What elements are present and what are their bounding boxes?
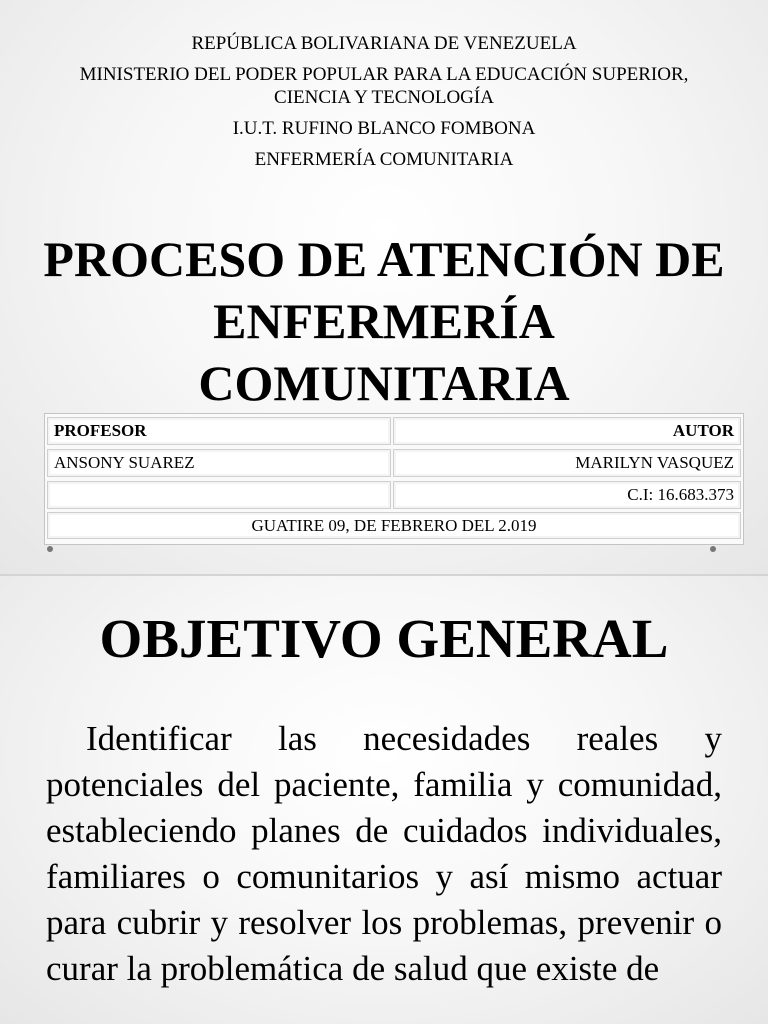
author-header: AUTOR	[393, 417, 741, 445]
header-republic: REPÚBLICA BOLIVARIANA DE VENEZUELA	[191, 33, 577, 54]
header-ministry-cont: CIENCIA Y TECNOLOGÍA	[274, 87, 494, 108]
credits-table	[44, 413, 744, 545]
professor-header: PROFESOR	[47, 417, 391, 445]
title-line-1: PROCESO DE ATENCIÓN DE	[43, 231, 725, 287]
author-name: MARILYN VASQUEZ	[393, 449, 741, 477]
date-line: GUATIRE 09, DE FEBRERO DEL 2.019	[47, 512, 741, 539]
professor-name: ANSONY SUAREZ	[47, 449, 391, 477]
author-id: C.I: 16.683.373	[393, 481, 741, 509]
empty-cell	[47, 481, 391, 509]
section-title: OBJETIVO GENERAL	[99, 608, 669, 669]
page-title	[20, 228, 748, 414]
header-institute: I.U.T. RUFINO BLANCO FOMBONA	[232, 118, 536, 139]
table-handle-right	[710, 546, 716, 552]
title-line-3: COMUNITARIA	[198, 355, 570, 411]
title-line-2: ENFERMERÍA	[213, 293, 555, 349]
header-ministry: MINISTERIO DEL PODER POPULAR PARA LA EDUCACIÓN SUPERIOR,	[79, 64, 689, 85]
objective-paragraph: Identificar las necesidades reales y potenciales del paciente, familia y comunidad, estableciendo planes de cuidados individuales, familiares o comunitarios y así mismo actuar para cubrir y resolver los problemas, prevenir o curar la problemática de salud que existe de	[46, 719, 722, 988]
institution-header	[0, 32, 768, 171]
header-program: ENFERMERÍA COMUNITARIA	[254, 149, 514, 170]
table-handle-left	[47, 546, 53, 552]
